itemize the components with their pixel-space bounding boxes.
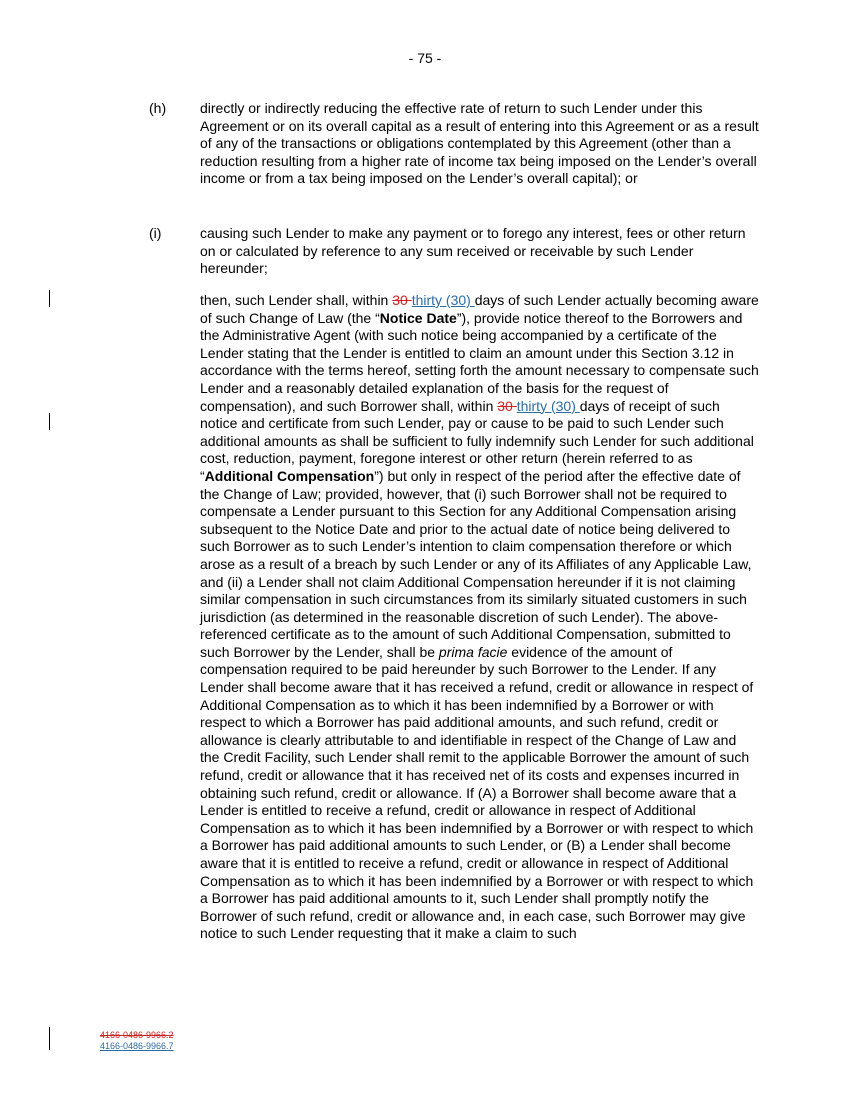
compensation-paragraph xyxy=(200,292,759,943)
change-bar xyxy=(49,1027,50,1050)
clause-i xyxy=(149,225,759,278)
defined-term-notice-date: Notice Date xyxy=(379,309,457,326)
inserted-text: thirty (30) xyxy=(411,292,475,308)
document-id-footer xyxy=(100,1030,174,1052)
clause-h-label: (h) xyxy=(149,100,167,116)
deleted-text: 30 xyxy=(497,397,517,414)
paragraph-text: ”) but only in respect of the period after the effective date of the Change of Law; provided, however, that (i) such Borrower shall not be required to compensate a Lender pursuant to this Section for any Additional Compensation arising subsequent to the Notice Date and prior to the actual date of notice being delivered to such Borrower as to such Lender’s intention to claim compensation therefore or which arose as a result of a breach by such Lender or any of its Affiliates of any Applicable Law, and (ii) a Lender shall not claim Additional Compensation hereunder if it is not claiming similar compensation in such circumstances from its similarly situated customers in such jurisdiction (as determined in the reasonable discretion of such Lender). The above-referenced certificate as to the amount of such Additional Compensation, submitted to such Borrower by the Lender, shall be xyxy=(200,467,752,660)
clause-i-label: (i) xyxy=(149,225,162,241)
page-number: - 75 - xyxy=(408,50,442,66)
defined-term-additional-compensation: Additional Compensation xyxy=(204,467,375,484)
paragraph-text: days of such Lender actually becoming aware of such Change of Law (the “ xyxy=(200,292,759,326)
change-bar xyxy=(49,290,50,307)
deleted-text: 30 xyxy=(392,292,412,308)
clause-h xyxy=(149,100,759,188)
clause-h-text: directly or indirectly reducing the effective rate of return to such Lender under this Agreement or on its overall capital as a result of entering into this Agreement or as a result of any of the transactions or obligations contemplated by this Agreement (other than a reduction resulting from a higher rate of income tax being imposed on the Lender’s overall income or from a tax being imposed on the Lender’s overall capital); or xyxy=(200,100,759,187)
inserted-text: thirty (30) xyxy=(516,397,580,414)
paragraph-text: ”), provide notice thereof to the Borrowers and the Administrative Agent (with such notice being accompanied by a certificate of the Lender stating that the Lender is entitled to claim an amount under this Section 3.12 in accordance with the terms hereof, setting forth the amount necessary to compensate such Lender and a reasonably detailed explanation of the basis for the request of compensation), and such Borrower shall, within xyxy=(200,309,759,414)
italic-term: prima facie xyxy=(438,643,508,660)
paragraph-text: evidence of the amount of compensation required to be paid hereunder by such Borrower to the Lender. If any Lender shall become aware that it has received a refund, credit or allowance in respect of Additional Compensation as to which it has been indemnified by a Borrower or with respect to which a Borrower has paid additional amounts, and such refund, credit or allowance is clearly attributable to and identifiable in respect of the Change of Law and the Credit Facility, such Lender shall remit to the applicable Borrower the amount of such refund, credit or allowance that it has received net of its costs and expenses incurred in obtaining such refund, credit or allowance. If (A) a Borrower shall become aware that a Lender is entitled to receive a refund, credit or allowance in respect of Additional Compensation as to which it has been indemnified by a Borrower or with respect to which a Borrower has paid additional amounts to such Lender, or (B) a Lender shall become aware that it is entitled to receive a refund, credit or allowance in respect of Additional Compensation as to which it has been indemnified by a Borrower or with respect to which a Borrower has paid additional amounts to it, such Lender shall promptly notify the Borrower of such refund, credit or allowance and, in each case, such Borrower may give notice to such Lender requesting that it make a claim to such xyxy=(200,643,754,942)
paragraph-text: then, such Lender shall, within xyxy=(200,292,393,308)
new-document-id: 4166-0486-9966.7 xyxy=(100,1041,174,1051)
change-bar xyxy=(49,413,50,430)
paragraph-text: days of receipt of such notice and certificate from such Lender, pay or cause to be paid to such Lender such additional amounts as shall be sufficient to fully indemnify such Lender for such additional cost, reduction, payment, foregone interest or other return (herein referred to as “ xyxy=(200,397,754,484)
clause-i-text: causing such Lender to make any payment or to forego any interest, fees or other return on or calculated by reference to any sum received or receivable by such Lender hereunder; xyxy=(200,225,746,277)
old-document-id: 4166-0486-9966.2 xyxy=(100,1030,174,1040)
